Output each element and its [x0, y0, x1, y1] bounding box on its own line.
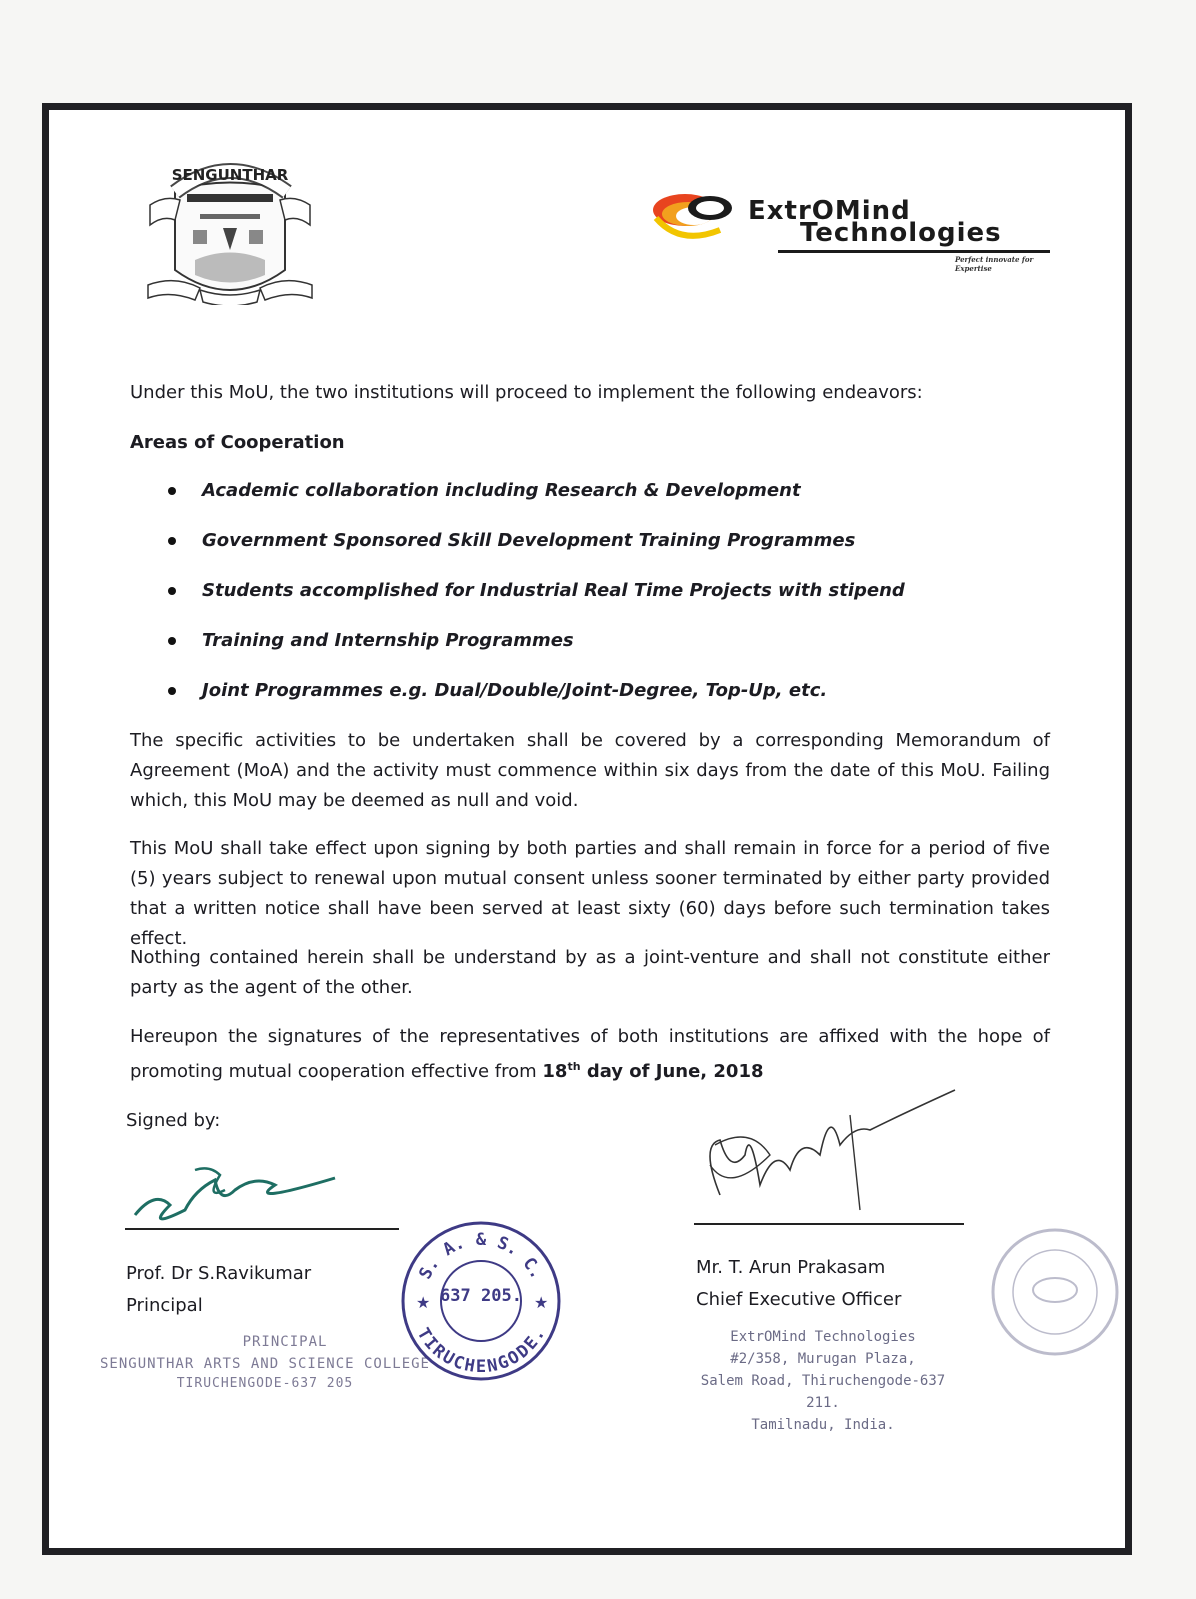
list-item-text: Government Sponsored Skill Development Training Programmes	[202, 530, 856, 551]
college-emblem	[145, 150, 315, 305]
bullet-icon	[168, 537, 176, 545]
stamp-address-line: #2/358, Murugan Plaza,	[730, 1351, 916, 1367]
list-item	[160, 576, 1020, 626]
paragraph-term: This MoU shall take effect upon signing by both parties and shall remain in force for a period of five (5) years subject to renewal upon mutual consent unless sooner terminated by either party provided that a written notice shall have been served at least sixty (60) days before such termination takes effect.	[130, 838, 1050, 949]
brand-tagline: Perfect innovate for Expertise	[955, 255, 1034, 273]
list-item-text: Academic collaboration including Research & Development	[202, 480, 801, 501]
paragraph-joint-venture: Nothing contained herein shall be understand by as a joint-venture and shall not constitute either party as the agent of the other.	[130, 947, 1050, 998]
principal-stamp	[95, 1334, 435, 1391]
ceo-name: Mr. T. Arun Prakasam	[696, 1257, 886, 1278]
areas-heading: Areas of Cooperation	[130, 432, 345, 453]
list-item-text: Training and Internship Programmes	[202, 630, 574, 651]
brand-name-line2: Technologies	[800, 218, 1002, 248]
stamp-company-name: ExtrOMind Technologies	[730, 1329, 916, 1345]
effective-text: Hereupon the signatures of the representatives of both institutions are affixed with the hope of promoting mutual cooperation effective from	[130, 1026, 1050, 1082]
intro-text: Under this MoU, the two institutions will proceed to implement the following endeavors:	[130, 382, 923, 403]
bullet-icon	[168, 587, 176, 595]
seal-code: 637 205.	[440, 1286, 522, 1306]
brand-underline	[778, 250, 1050, 253]
effective-day-suffix: th	[567, 1060, 581, 1073]
brand-name-line1: ExtrOMind	[748, 196, 911, 226]
company-logo	[650, 188, 1070, 273]
stamp-college-name: SENGUNTHAR ARTS AND SCIENCE COLLEGE	[99, 1356, 430, 1372]
star-icon: ★	[534, 1293, 549, 1312]
paragraph-effective-date	[130, 1022, 1050, 1087]
company-address-stamp	[692, 1326, 954, 1436]
emblem-title: SENGUNTHAR	[171, 166, 289, 184]
signed-by-label: Signed by:	[126, 1110, 221, 1131]
list-item	[160, 476, 1020, 526]
bullet-icon	[168, 637, 176, 645]
principal-title: Principal	[126, 1295, 203, 1316]
stamp-address-line: Salem Road, Thiruchengode-637 211.	[700, 1373, 946, 1411]
stamp-address-line: Tamilnadu, India.	[751, 1417, 895, 1433]
list-item	[160, 676, 1020, 726]
list-item	[160, 526, 1020, 576]
principal-signature-line	[125, 1228, 399, 1230]
seal-bottom-text: TIRUCHENGODE.	[412, 1324, 550, 1377]
ceo-signature-line	[694, 1223, 964, 1225]
list-item	[160, 626, 1020, 676]
principal-signature	[125, 1160, 345, 1230]
paragraph-moa: The specific activities to be undertaken shall be covered by a corresponding Memorandum of Agreement (MoA) and the activity must commence within six days from the date of this MoU. Failing which, this MoU may be deemed as null and void.	[130, 730, 1050, 811]
seal-top-text: S. A. & S. C.	[415, 1230, 547, 1283]
effective-month-year: day of June, 2018	[580, 1061, 764, 1082]
list-item-text: Students accomplished for Industrial Real Time Projects with stipend	[202, 580, 905, 601]
bullet-icon	[168, 487, 176, 495]
cooperation-list	[160, 476, 1020, 726]
bullet-icon	[168, 687, 176, 695]
principal-name: Prof. Dr S.Ravikumar	[126, 1263, 312, 1284]
swirl-logo-icon	[650, 188, 750, 248]
star-icon: ★	[416, 1293, 431, 1312]
stamp-college-address: TIRUCHENGODE-637 205	[176, 1376, 354, 1391]
ceo-title: Chief Executive Officer	[696, 1289, 902, 1310]
ceo-block	[696, 1252, 901, 1316]
principal-block	[126, 1258, 311, 1322]
company-seal	[985, 1222, 1125, 1362]
stamp-principal-label: PRINCIPAL	[242, 1334, 328, 1350]
list-item-text: Joint Programmes e.g. Dual/Double/Joint-Degree, Top-Up, etc.	[202, 680, 828, 701]
ceo-signature	[690, 1085, 970, 1225]
effective-day: 18	[542, 1061, 568, 1082]
